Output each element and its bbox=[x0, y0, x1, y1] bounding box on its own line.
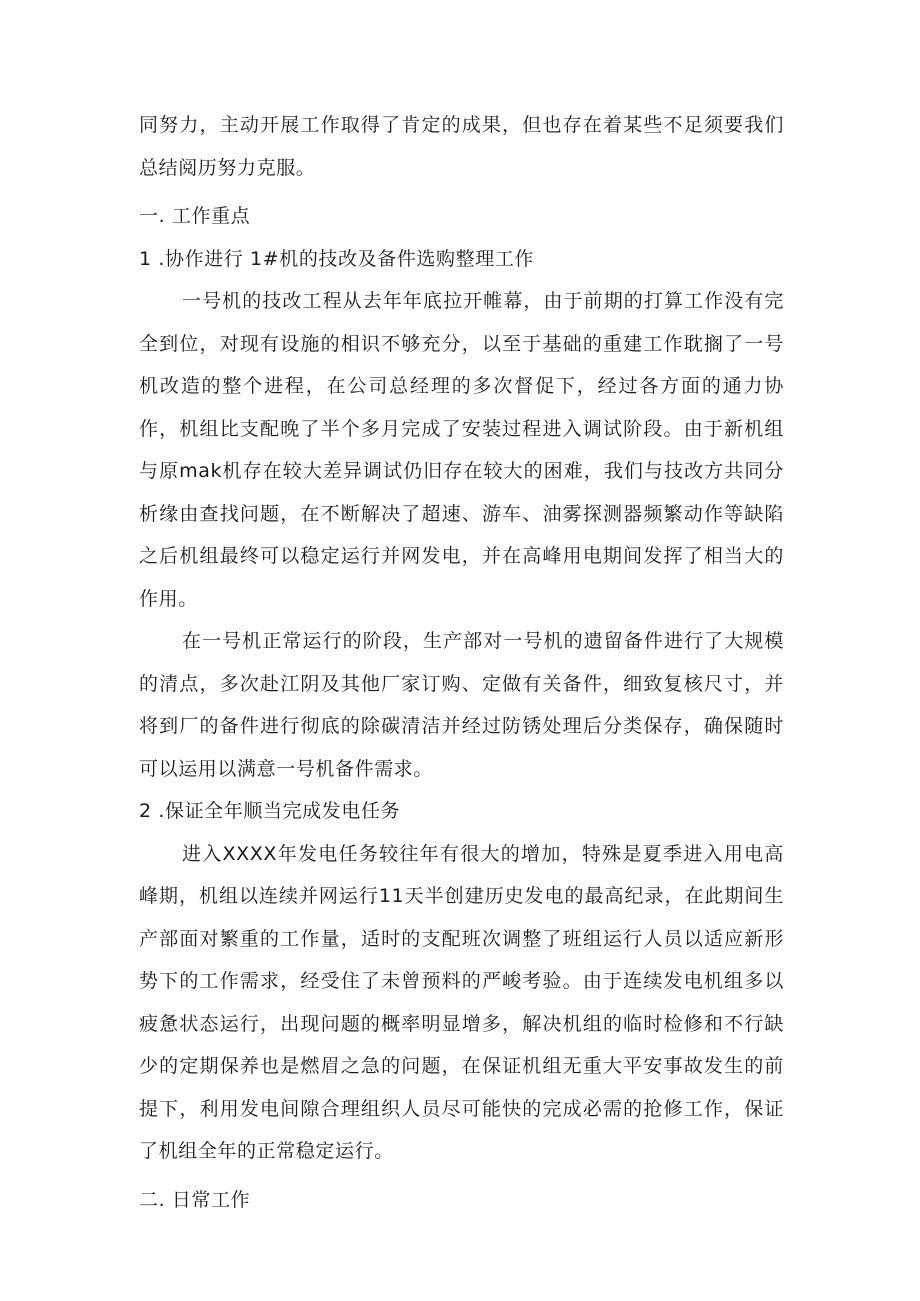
paragraph-continuation: 同努力，主动开展工作取得了肯定的成果，但也存在着某些不足须要我们总结阅历努力克服。 bbox=[139, 114, 784, 179]
section-heading-work-focus: 一. 工作重点 bbox=[139, 205, 251, 227]
paragraph-unit1-retrofit: 一号机的技改工程从去年年底拉开帷幕，由于前期的打算工作没有完全到位，对现有设施的相识不够充分，以至于基础的重建工作耽搁了一号机改造的整个进程，在公司总经理的多次督促下，经过各方面的通力协作，机组比支配晚了半个多月完成了安装过程进入调试阶段。由于新机组与原mak机存在较大差异调试仍旧存在较大的困难，我们与技改方共同分析缘由查找问题，在不断解决了超速、游车、油雾探测器频繁动作等缺陷之后机组最终可以稳定运行并网发电，并在高峰用电期间发挥了相当大的作用。 bbox=[139, 290, 784, 610]
subheading-annual-generation: 2 .保证全年顺当完成发电任务 bbox=[139, 800, 401, 822]
paragraph-unit1-spares: 在一号机正常运行的阶段，生产部对一号机的遗留备件进行了大规模的清点，多次赴江阴及其他厂家订购、定做有关备件，细致复核尺寸，并将到厂的备件进行彻底的除碳清洁并经过防锈处理后分类保存，确保随时可以运用以满意一号机备件需求。 bbox=[139, 630, 784, 780]
section-heading-daily-work: 二. 日常工作 bbox=[139, 1188, 251, 1211]
paragraph-annual-generation: 进入XXXX年发电任务较往年有很大的增加，特殊是夏季进入用电高峰期，机组以连续并网运行11天半创建历史发电的最高纪录，在此期间生产部面对繁重的工作量，适时的支配班次调整了班组运行人员以适应新形势下的工作需求，经受住了未曾预料的严峻考验。由于连续发电机组多以疲惫状态运行，出现问题的概率明显增多，解决机组的临时检修和不行缺少的定期保养也是燃眉之急的问题，在保证机组无重大平安事故发生的前提下，利用发电间隙合理组织人员尽可能快的完成必需的抢修工作，保证了机组全年的正常稳定运行。 bbox=[139, 842, 784, 1162]
subheading-unit1-retrofit: 1 .协作进行 1#机的技改及备件选购整理工作 bbox=[139, 247, 535, 270]
document-body bbox=[139, 104, 784, 1221]
